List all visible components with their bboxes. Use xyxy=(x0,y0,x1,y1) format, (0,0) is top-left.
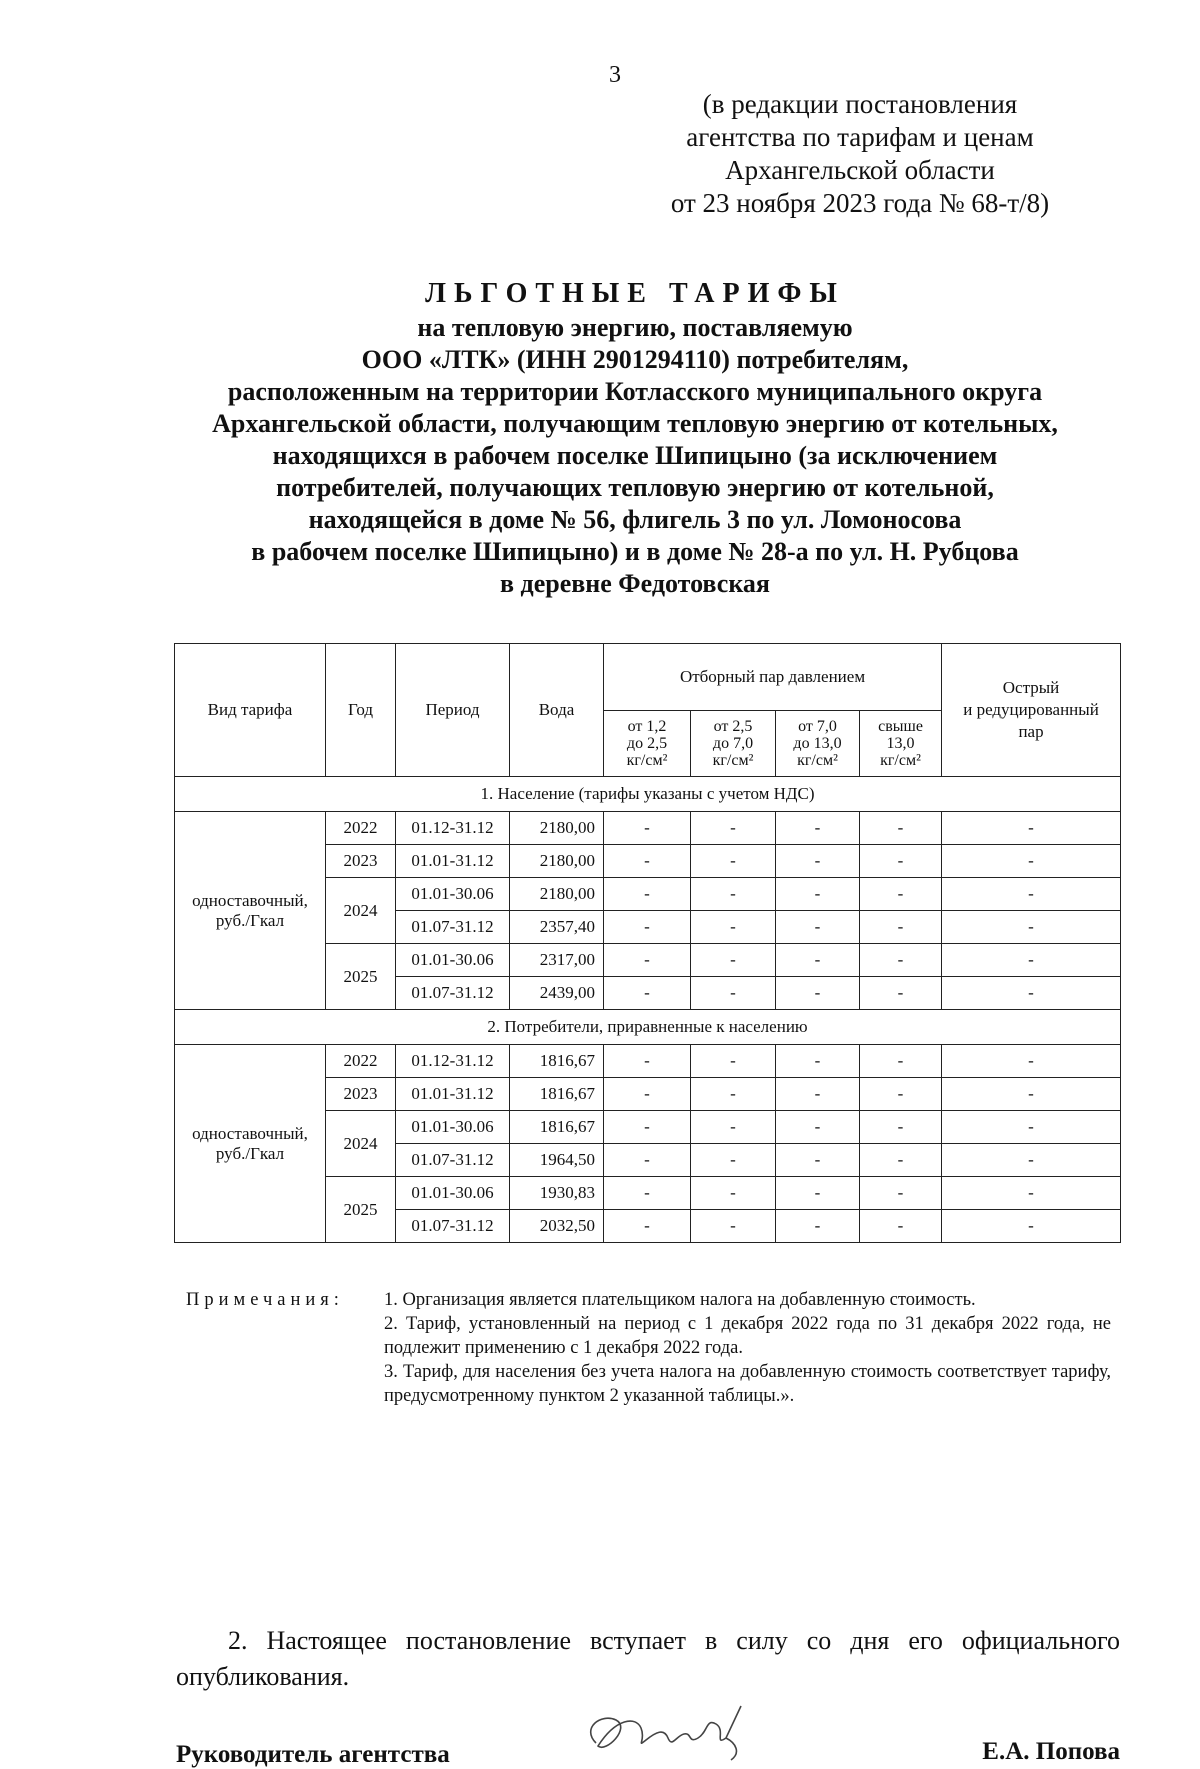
hdr-line: от 2,5 xyxy=(713,718,753,735)
hdr-line: 13,0 xyxy=(886,735,915,752)
year-cell: 2023 xyxy=(326,1078,396,1111)
empty-value-cell: - xyxy=(942,1045,1121,1078)
note-item: 3. Тариф, для населения без учета налога на добавленную стоимость соответствует тарифу, предусмотренному пунктом 2 указанной таблицы.». xyxy=(384,1362,1111,1406)
page-number: 3 xyxy=(609,62,621,88)
header-steam: Отборный пар давлением xyxy=(604,644,942,711)
empty-value-cell: - xyxy=(604,977,691,1010)
empty-value-cell: - xyxy=(860,1210,942,1243)
header-sharp-steam xyxy=(942,644,1121,777)
table-row xyxy=(175,1045,1121,1078)
period-cell: 01.01-30.06 xyxy=(396,878,510,911)
header-tariff-type: Вид тарифа xyxy=(175,644,326,777)
empty-value-cell: - xyxy=(691,812,776,845)
hdr-line: до 13,0 xyxy=(793,735,842,752)
empty-value-cell: - xyxy=(942,812,1121,845)
water-cell: 2439,00 xyxy=(510,977,604,1010)
edition-line: агентства по тарифам и ценам xyxy=(686,122,1034,152)
water-cell: 1816,67 xyxy=(510,1078,604,1111)
water-cell: 1816,67 xyxy=(510,1111,604,1144)
empty-value-cell: - xyxy=(942,1111,1121,1144)
empty-value-cell: - xyxy=(604,1045,691,1078)
period-cell: 01.01-30.06 xyxy=(396,1177,510,1210)
handwritten-signature-icon xyxy=(576,1698,756,1768)
empty-value-cell: - xyxy=(776,977,860,1010)
water-cell: 2180,00 xyxy=(510,878,604,911)
tariff-type-cell xyxy=(175,1045,326,1243)
header-sharp-line: Острый xyxy=(1002,678,1060,697)
empty-value-cell: - xyxy=(776,812,860,845)
note-item: 2. Тариф, установленный на период с 1 декабря 2022 года по 31 декабря 2022 года, не подлежит применению с 1 декабря 2022 года. xyxy=(384,1314,1111,1358)
water-cell: 1816,67 xyxy=(510,1045,604,1078)
water-cell: 2032,50 xyxy=(510,1210,604,1243)
empty-value-cell: - xyxy=(860,1177,942,1210)
empty-value-cell: - xyxy=(604,1111,691,1144)
header-period: Период xyxy=(396,644,510,777)
empty-value-cell: - xyxy=(776,1144,860,1177)
period-cell: 01.01-30.06 xyxy=(396,1111,510,1144)
water-cell: 1930,83 xyxy=(510,1177,604,1210)
year-cell: 2025 xyxy=(326,944,396,1010)
empty-value-cell: - xyxy=(604,845,691,878)
hdr-line: кг/см² xyxy=(712,752,754,769)
empty-value-cell: - xyxy=(942,1144,1121,1177)
hdr-line: кг/см² xyxy=(880,752,921,769)
empty-value-cell: - xyxy=(776,911,860,944)
year-cell: 2022 xyxy=(326,812,396,845)
hdr-line: от 1,2 xyxy=(627,718,667,735)
notes-list xyxy=(384,1288,1111,1408)
edition-line: Архангельской области xyxy=(725,155,995,185)
section-title: 1. Население (тарифы указаны с учетом НДС) xyxy=(175,777,1121,812)
empty-value-cell: - xyxy=(942,911,1121,944)
tariff-type-line: руб./Гкал xyxy=(215,1143,285,1163)
period-cell: 01.07-31.12 xyxy=(396,911,510,944)
period-cell: 01.12-31.12 xyxy=(396,1045,510,1078)
year-cell: 2023 xyxy=(326,845,396,878)
title-line: находящихся в рабочем поселке Шипицыно (за исключением xyxy=(272,441,998,470)
period-cell: 01.01-31.12 xyxy=(396,1078,510,1111)
empty-value-cell: - xyxy=(860,1111,942,1144)
empty-value-cell: - xyxy=(776,1177,860,1210)
title-line: ООО «ЛТК» (ИНН 2901294110) потребителям, xyxy=(361,345,909,374)
section-row xyxy=(175,1010,1121,1045)
header-sharp-line: и редуцированный xyxy=(963,700,1099,719)
empty-value-cell: - xyxy=(604,944,691,977)
empty-value-cell: - xyxy=(942,977,1121,1010)
empty-value-cell: - xyxy=(691,1210,776,1243)
empty-value-cell: - xyxy=(604,911,691,944)
year-cell: 2022 xyxy=(326,1045,396,1078)
notes-label: Примечания: xyxy=(186,1290,344,1310)
year-cell: 2025 xyxy=(326,1177,396,1243)
title-line: в рабочем поселке Шипицыно) и в доме № 28-а по ул. Н. Рубцова xyxy=(251,537,1019,566)
title-line: потребителей, получающих тепловую энергию от котельной, xyxy=(276,473,994,502)
hdr-line: кг/см² xyxy=(797,752,838,769)
empty-value-cell: - xyxy=(604,1177,691,1210)
hdr-line: кг/см² xyxy=(626,752,668,769)
empty-value-cell: - xyxy=(860,812,942,845)
empty-value-cell: - xyxy=(691,977,776,1010)
empty-value-cell: - xyxy=(691,1144,776,1177)
empty-value-cell: - xyxy=(860,944,942,977)
header-sharp-line: пар xyxy=(1018,722,1044,741)
empty-value-cell: - xyxy=(776,1045,860,1078)
empty-value-cell: - xyxy=(942,878,1121,911)
signer-name: Е.А. Попова xyxy=(982,1738,1120,1765)
hdr-line: от 7,0 xyxy=(798,718,837,735)
tariff-table xyxy=(174,643,1121,1243)
note-item: 1. Организация является плательщиком налога на добавленную стоимость. xyxy=(384,1290,976,1310)
empty-value-cell: - xyxy=(604,1078,691,1111)
water-cell: 2357,40 xyxy=(510,911,604,944)
water-cell: 1964,50 xyxy=(510,1144,604,1177)
empty-value-cell: - xyxy=(860,878,942,911)
empty-value-cell: - xyxy=(942,944,1121,977)
edition-note xyxy=(640,88,1080,220)
empty-value-cell: - xyxy=(860,911,942,944)
empty-value-cell: - xyxy=(942,1078,1121,1111)
period-cell: 01.01-31.12 xyxy=(396,845,510,878)
edition-line: от 23 ноября 2023 года № 68-т/8) xyxy=(670,188,1050,218)
edition-line: (в редакции постановления xyxy=(702,89,1018,119)
header-water: Вода xyxy=(510,644,604,777)
section-title: 2. Потребители, приравненные к населению xyxy=(175,1010,1121,1045)
title-line: Архангельской области, получающим тепловую энергию от котельных, xyxy=(212,409,1058,438)
tariff-type-line: руб./Гкал xyxy=(215,910,285,930)
hdr-line: свыше xyxy=(878,718,923,735)
header-year: Год xyxy=(326,644,396,777)
empty-value-cell: - xyxy=(776,1078,860,1111)
empty-value-cell: - xyxy=(604,878,691,911)
header-steam-col xyxy=(776,711,860,777)
water-cell: 2317,00 xyxy=(510,944,604,977)
tariff-type-line: одноставочный, xyxy=(192,1123,308,1143)
empty-value-cell: - xyxy=(860,977,942,1010)
period-cell: 01.07-31.12 xyxy=(396,1144,510,1177)
water-cell: 2180,00 xyxy=(510,845,604,878)
title-line: находящейся в доме № 56, флигель 3 по ул. Ломоносова xyxy=(308,505,962,534)
hdr-line: до 7,0 xyxy=(712,735,754,752)
empty-value-cell: - xyxy=(776,944,860,977)
period-cell: 01.01-30.06 xyxy=(396,944,510,977)
title-line: в деревне Федотовская xyxy=(500,569,770,598)
empty-value-cell: - xyxy=(691,1177,776,1210)
signer-role: Руководитель агентства xyxy=(176,1741,450,1768)
tariff-type-cell xyxy=(175,812,326,1010)
empty-value-cell: - xyxy=(691,845,776,878)
empty-value-cell: - xyxy=(860,1045,942,1078)
empty-value-cell: - xyxy=(604,1144,691,1177)
empty-value-cell: - xyxy=(942,845,1121,878)
empty-value-cell: - xyxy=(691,1078,776,1111)
tariff-type-line: одноставочный, xyxy=(192,890,308,910)
empty-value-cell: - xyxy=(942,1177,1121,1210)
table-row xyxy=(175,812,1121,845)
empty-value-cell: - xyxy=(691,944,776,977)
water-cell: 2180,00 xyxy=(510,812,604,845)
empty-value-cell: - xyxy=(860,845,942,878)
empty-value-cell: - xyxy=(604,812,691,845)
section-row xyxy=(175,777,1121,812)
header-steam-col xyxy=(860,711,942,777)
empty-value-cell: - xyxy=(691,911,776,944)
empty-value-cell: - xyxy=(691,1045,776,1078)
closing-paragraph: 2. Настоящее постановление вступает в силу со дня его официального опубликования. xyxy=(176,1626,1120,1691)
title-line: на тепловую энергию, поставляемую xyxy=(417,313,853,342)
period-cell: 01.07-31.12 xyxy=(396,1210,510,1243)
empty-value-cell: - xyxy=(860,1078,942,1111)
document-title xyxy=(140,278,1130,600)
period-cell: 01.12-31.12 xyxy=(396,812,510,845)
header-steam-col xyxy=(604,711,691,777)
empty-value-cell: - xyxy=(691,1111,776,1144)
year-cell: 2024 xyxy=(326,878,396,944)
empty-value-cell: - xyxy=(860,1144,942,1177)
empty-value-cell: - xyxy=(776,845,860,878)
empty-value-cell: - xyxy=(776,878,860,911)
year-cell: 2024 xyxy=(326,1111,396,1177)
title-line: расположенным на территории Котласского муниципального округа xyxy=(227,377,1043,406)
empty-value-cell: - xyxy=(776,1111,860,1144)
empty-value-cell: - xyxy=(776,1210,860,1243)
period-cell: 01.07-31.12 xyxy=(396,977,510,1010)
header-steam-col xyxy=(691,711,776,777)
title-main: ЛЬГОТНЫЕ ТАРИФЫ xyxy=(425,278,845,309)
empty-value-cell: - xyxy=(942,1210,1121,1243)
hdr-line: до 2,5 xyxy=(626,735,668,752)
empty-value-cell: - xyxy=(604,1210,691,1243)
empty-value-cell: - xyxy=(691,878,776,911)
